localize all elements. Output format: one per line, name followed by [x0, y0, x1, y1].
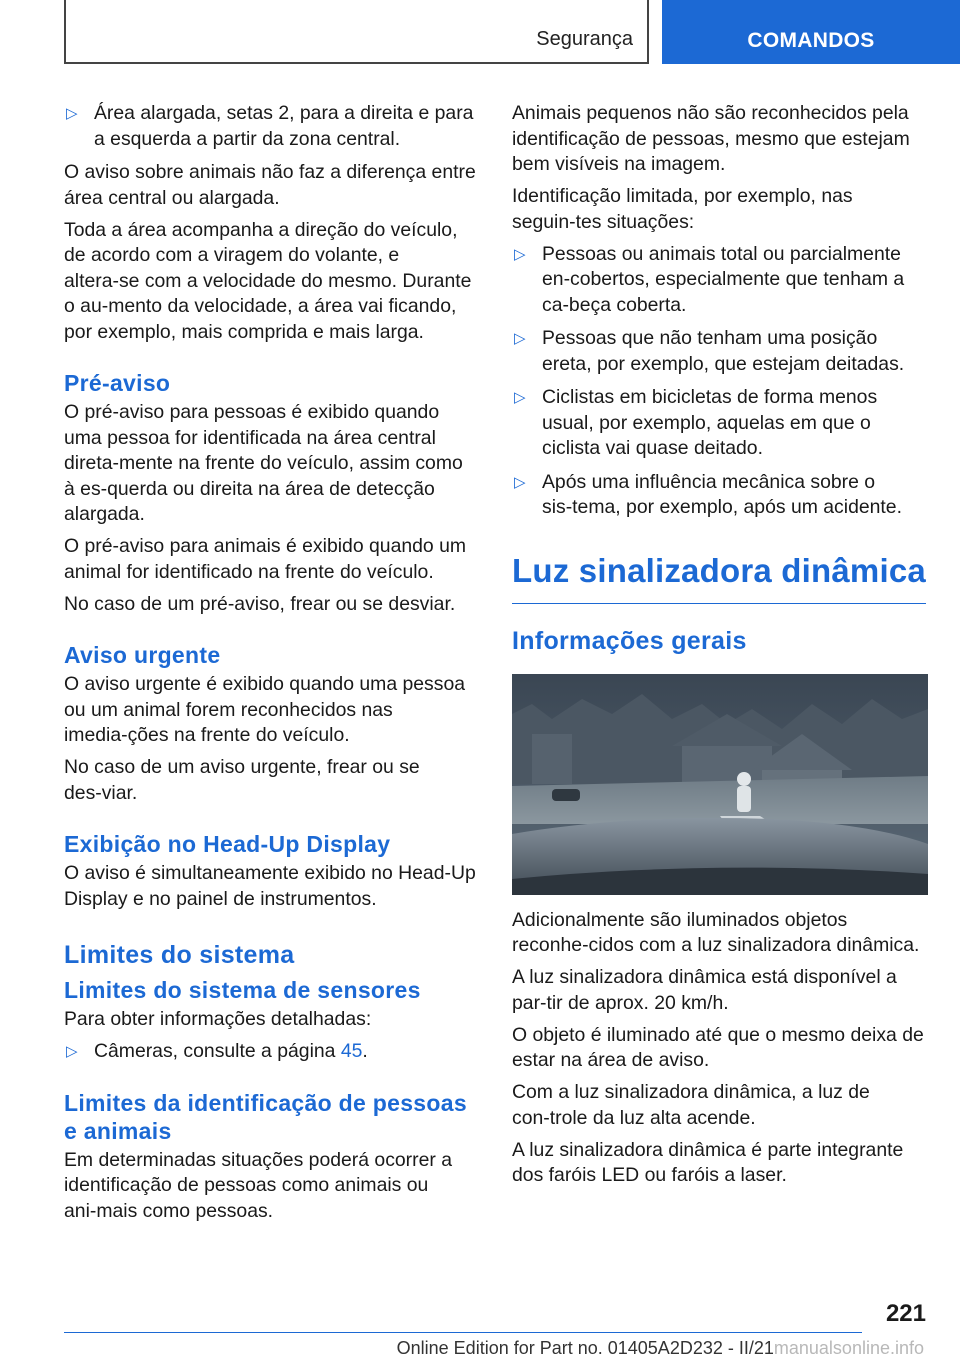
- paragraph: Animais pequenos não são reconhecidos pela identificação de pessoas, mesmo que estejam bem visíveis na imagem.: [512, 102, 910, 175]
- list-item: ▷ Câmeras, consulte a página 45.: [64, 1039, 478, 1065]
- header-section-title: Segurança: [536, 28, 633, 50]
- paragraph: Em determinadas situações poderá ocorrer a identificação de pessoas como animais ou ani‑mais como pessoas.: [64, 1148, 453, 1222]
- paragraph: O objeto é iluminado até que o mesmo deixa de estar na área de aviso.: [512, 1023, 924, 1071]
- heading-pre-aviso: Pré‑aviso: [64, 370, 171, 396]
- heading-head-up-display: Exibição no Head‑Up Display: [64, 831, 391, 857]
- heading-limites-sensores: Limites do sistema de sensores: [64, 977, 421, 1003]
- list-item: ▷ Após uma influência mecânica sobre o sis‑tema, por exemplo, após um acidente.: [514, 470, 902, 518]
- list-item: ▷ Área alargada, setas 2, para a direita e para a esquerda a partir da zona central.: [66, 102, 474, 150]
- list-item: ▷ Ciclistas em bicicletas de forma menos usual, por exemplo, aquelas em que o ciclista vai quase deitado.: [514, 386, 878, 459]
- paragraph: O pré‑aviso para pessoas é exibido quando uma pessoa for identificada na área central direta‑mente na frente do veículo, assim como à es‑querda ou direita na área de detecção alargada.: [64, 401, 463, 525]
- paragraph: A luz sinalizadora dinâmica é parte integrante dos faróis LED ou faróis a laser.: [512, 1138, 904, 1186]
- triangle-right-icon: ▷: [66, 105, 78, 122]
- paragraph: O pré‑aviso para animais é exibido quando um animal for identificado na frente do veículo.: [64, 535, 467, 583]
- paragraph: Adicionalmente são iluminados objetos reconhe‑cidos com a luz sinalizadora dinâmica.: [512, 908, 920, 956]
- paragraph: Com a luz sinalizadora dinâmica, a luz de con‑trole da luz alta acende.: [512, 1081, 870, 1129]
- paragraph: No caso de um pré‑aviso, frear ou se desviar.: [64, 592, 456, 615]
- paragraph: Toda a área acompanha a direção do veículo, de acordo com a viragem do volante, e altera‑se com a velocidade do mesmo. Durante o au‑mento da velocidade, a área vai ficando, por exemplo, mais comprida e mais larga.: [64, 218, 472, 343]
- page-link[interactable]: 45: [340, 1040, 363, 1062]
- footer-edition: Online Edition for Part no. 01405A2D232 - II/21manualsonline.info: [396, 1338, 924, 1358]
- paragraph: O aviso sobre animais não faz a diferença entre área central ou alargada.: [64, 161, 476, 209]
- right-column: [512, 101, 926, 1195]
- triangle-right-icon: ▷: [66, 1043, 78, 1060]
- list-item: ▷ Pessoas que não tenham uma posição ereta, por exemplo, que estejam deitadas.: [514, 327, 905, 375]
- left-column: [64, 101, 478, 1231]
- paragraph: Para obter informações detalhadas:: [64, 1008, 372, 1030]
- watermark: manualsonline.info: [773, 1338, 924, 1358]
- paragraph: Identificação limitada, por exemplo, nas seguin‑tes situações:: [512, 185, 853, 233]
- paragraph: O aviso é simultaneamente exibido no Head‑Up Display e no painel de instrumentos.: [64, 862, 476, 910]
- header-tab-comandos[interactable]: COMANDOS: [662, 0, 960, 64]
- triangle-right-icon: ▷: [514, 473, 526, 491]
- heading-informacoes-gerais: Informações gerais: [512, 626, 747, 655]
- heading-limites-identificacao: Limites da identificação de pessoas e animais: [64, 1089, 467, 1144]
- list-item: ▷ Pessoas ou animais total ou parcialmente en‑cobertos, especialmente que tenham a ca‑beça coberta.: [514, 242, 905, 316]
- heading-luz-sinalizadora: Luz sinalizadora dinâmica: [512, 551, 926, 604]
- header-section-box: [64, 0, 649, 64]
- heading-limites-do-sistema: Limites do sistema: [64, 941, 295, 969]
- page-number: 221: [885, 1300, 926, 1327]
- triangle-right-icon: ▷: [514, 330, 526, 347]
- heading-aviso-urgente: Aviso urgente: [64, 642, 221, 668]
- paragraph: A luz sinalizadora dinâmica está disponível a par‑tir de aprox. 20 km/h.: [512, 966, 897, 1014]
- night-road-pedestrian-illustration: [512, 674, 928, 895]
- paragraph: No caso de um aviso urgente, frear ou se des‑viar.: [64, 756, 420, 804]
- footer-divider: [64, 1332, 862, 1333]
- paragraph: O aviso urgente é exibido quando uma pessoa ou um animal forem reconhecidos nas imedia‑ções na frente do veículo.: [64, 673, 466, 746]
- triangle-right-icon: ▷: [514, 389, 526, 406]
- triangle-right-icon: ▷: [514, 245, 526, 263]
